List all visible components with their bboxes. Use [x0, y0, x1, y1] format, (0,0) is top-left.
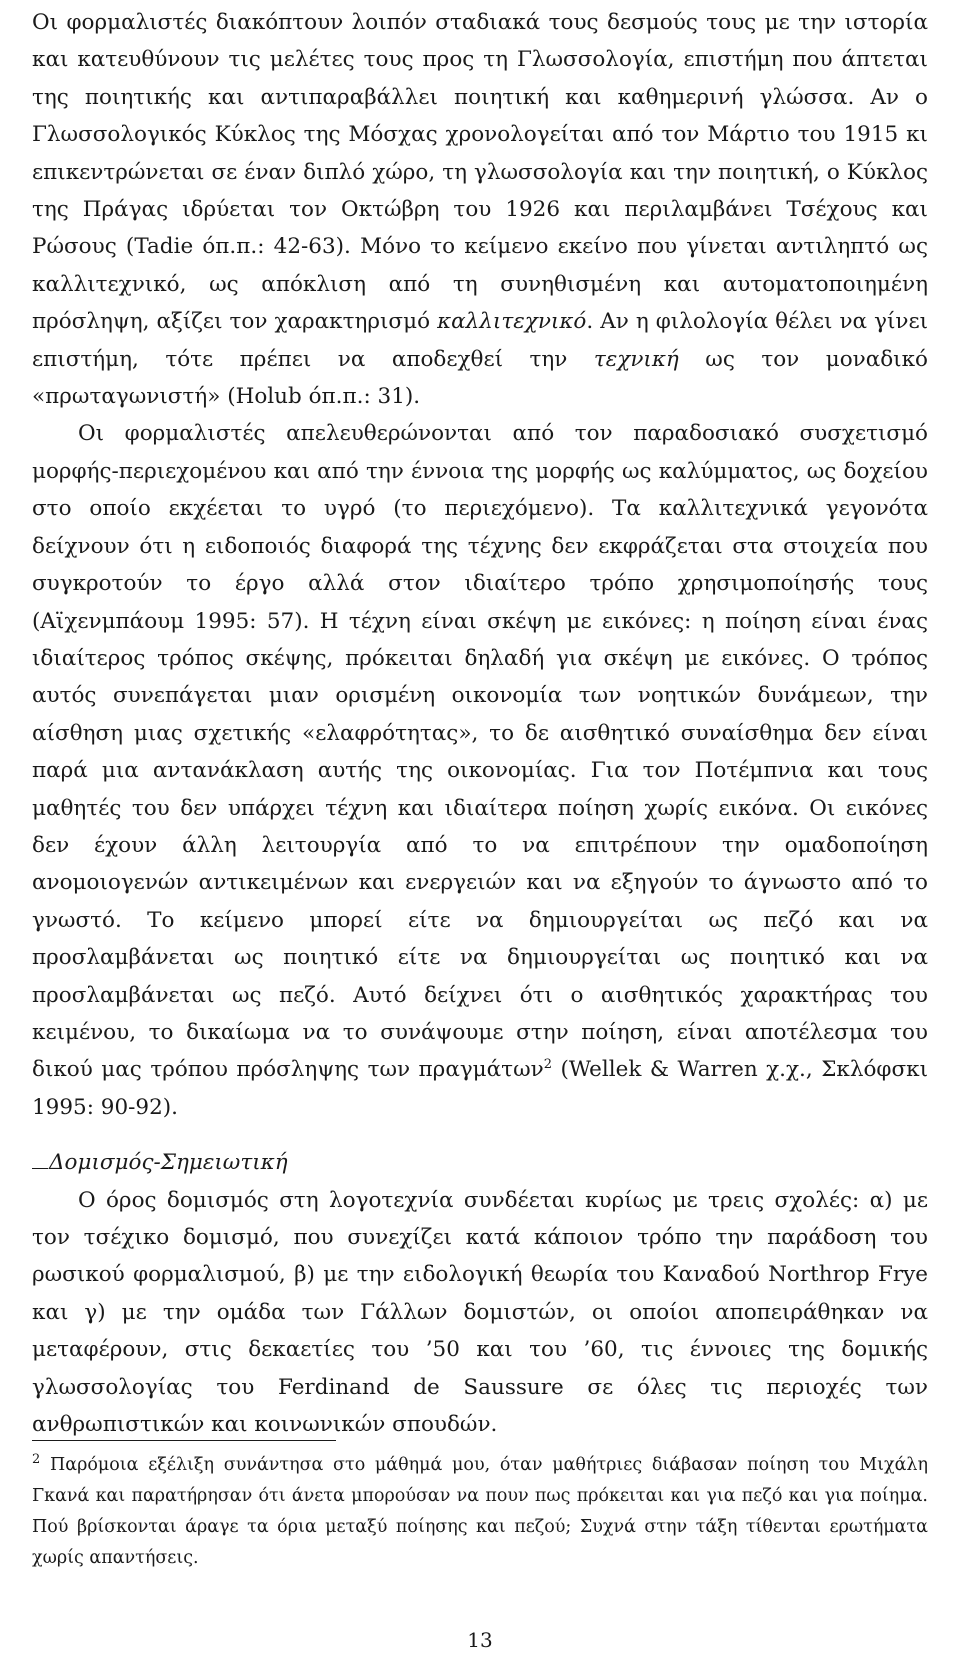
paragraph-formalists-linguistics [32, 4, 928, 415]
footnote [32, 1450, 928, 1574]
footnote-reference[interactable]: 2 [543, 1057, 552, 1073]
paragraph-text: Ο όρος δομισμός στη λογοτεχνία συνδέεται κυρίως με τρεις σχολές: α) με τον τσέχικο δομισμό, που συνεχίζει κατά κάποιον τρόπο την παράδοση του ρωσικού φορμαλισμού, β) με την ειδολογική θεωρία του Καναδού Northrop Frye και γ) με την ομάδα των Γάλλων δομιστών, οι οποίοι αποπειράθηκαν να μεταφέρουν, στις δεκαετίες του ’50 και του ’60, τις έννοιες της δομικής γλωσσολογίας του Ferdinand de Saussure σε όλες τις περιοχές των ανθρωπιστικών και κοινωνικών σπουδών. [32, 1187, 928, 1438]
paragraph-text: Οι φορμαλιστές απελευθερώνονται από τον παραδοσιακό συσχετισμό μορφής-περιεχομένου και από την έννοια της μορφής ως καλύμματος, ως δοχείου στο οποίο εκχέεται το υγρό (το περιεχόμενο). Τα καλλιτεχνικά γεγονότα δείχνουν ότι η ειδοποιός διαφορά της τέχνης δεν εκφράζεται στα στοιχεία που συγκροτούν το έργο αλλά στον ιδιαίτερο τρόπο χρησιμοποίησής τους (Αϊχενμπάουμ 1995: 57). Η τέχνη είναι σκέψη με εικόνες: η ποίηση είναι ένας ιδιαίτερος τρόπος σκέψης, πρόκειται δηλαδή για σκέψη με εικόνες. Ο τρόπος αυτός συνεπάγεται μιαν ορισμένη οικονομία των νοητικών δυνάμεων, την αίσθηση μιας σχετικής «ελαφρότητας», το δε αισθητικό συναίσθημα δεν είναι παρά μια αντανάκλαση αυτής της οικονομίας. Για τον Ποτέμπνια και τους μαθητές του δεν υπάρχει τέχνη και ιδιαίτερα ποίηση χωρίς εικόνα. Οι εικόνες δεν έχουν άλλη λειτουργία από το να επιτρέπουν την ομαδοποίηση ανομοιογενών αντικειμένων και ενεργειών και να εξηγούν το άγνωστο από το γνωστό. Το κείμενο μπορεί είτε να δημιουργείται ως πεζό και να προσλαμβάνεται ως ποιητικό είτε να δημιουργείται ως ποιητικό και να προσλαμβάνεται ως πεζό. Αυτό δείχνει ότι ο αισθητικός χαρακτήρας του κειμένου, το δικαίωμα να το συνάψουμε στην ποίηση, είναι αποτέλεσμα του δικού μας τρόπου πρόσληψης των πραγμάτων [32, 421, 928, 1083]
paragraph-structuralism [32, 1182, 928, 1444]
emphasis-kallitexniko: καλλιτεχνικό [437, 309, 587, 335]
page-number: 13 [467, 1628, 493, 1652]
emphasis-texniki: τεχνική [593, 346, 679, 372]
section-heading [32, 1144, 928, 1181]
document-body [32, 4, 928, 1443]
paragraph-text: (Wellek & Warren χ.χ., Σκλόφσκι 1995: 90-92). [32, 1057, 928, 1120]
heading-underline-mark [32, 1148, 48, 1169]
footnote-number: 2 [32, 1452, 41, 1468]
section-heading-text: Δομισμός-Σημειωτική [49, 1150, 288, 1176]
paragraph-text: ως τον μοναδικό «πρωταγωνιστή» (Holub όπ.π.: 31). [32, 346, 928, 410]
footnote-divider [32, 1440, 336, 1441]
paragraph-text: . Αν η φιλολογία θέλει να γίνει επιστήμη, τότε πρέπει να αποδεχθεί την [32, 309, 929, 372]
paragraph-form-content [32, 415, 928, 1126]
paragraph-text: Οι φορμαλιστές διακόπτουν λοιπόν σταδιακά τους δεσμούς τους με την ιστορία και κατευθύνουν τις μελέτες τους προς τη Γλωσσολογία, επιστήμη που άπτεται της ποιητικής και αντιπαραβάλλει ποιητική και καθημερινή γλώσσα. Αν ο Γλωσσολογικός Κύκλος της Μόσχας χρονολογείται από τον Μάρτιο του 1915 κι επικεντρώνεται σε έναν διπλό χώρο, τη γλωσσολογία και την ποιητική, ο Κύκλος της Πράγας ιδρύεται τον Οκτώβρη του 1926 και περιλαμβάνει Τσέχους και Ρώσους (Tadie όπ.π.: 42-63). Μόνο το κείμενο εκείνο που γίνεται αντιληπτό ως καλλιτεχνικό, ως απόκλιση από τη συνηθισμένη και αυτοματοποιημένη πρόσληψη, αξίζει τον χαρακτηρισμό [32, 10, 928, 335]
footnote-text: Παρόμοια εξέλιξη συνάντησα στο μάθημά μου, όταν μαθήτριες διάβασαν ποίηση του Μιχάλη Γκανά και παρατήρησαν ότι άνετα μπορούσαν να πουν πως πρόκειται και για πεζό και για ποίημα. Πού βρίσκονται άραγε τα όρια μεταξύ ποίησης και πεζού; Συχνά στην τάξη τίθενται ερωτήματα χωρίς απαντήσεις. [32, 1455, 928, 1568]
